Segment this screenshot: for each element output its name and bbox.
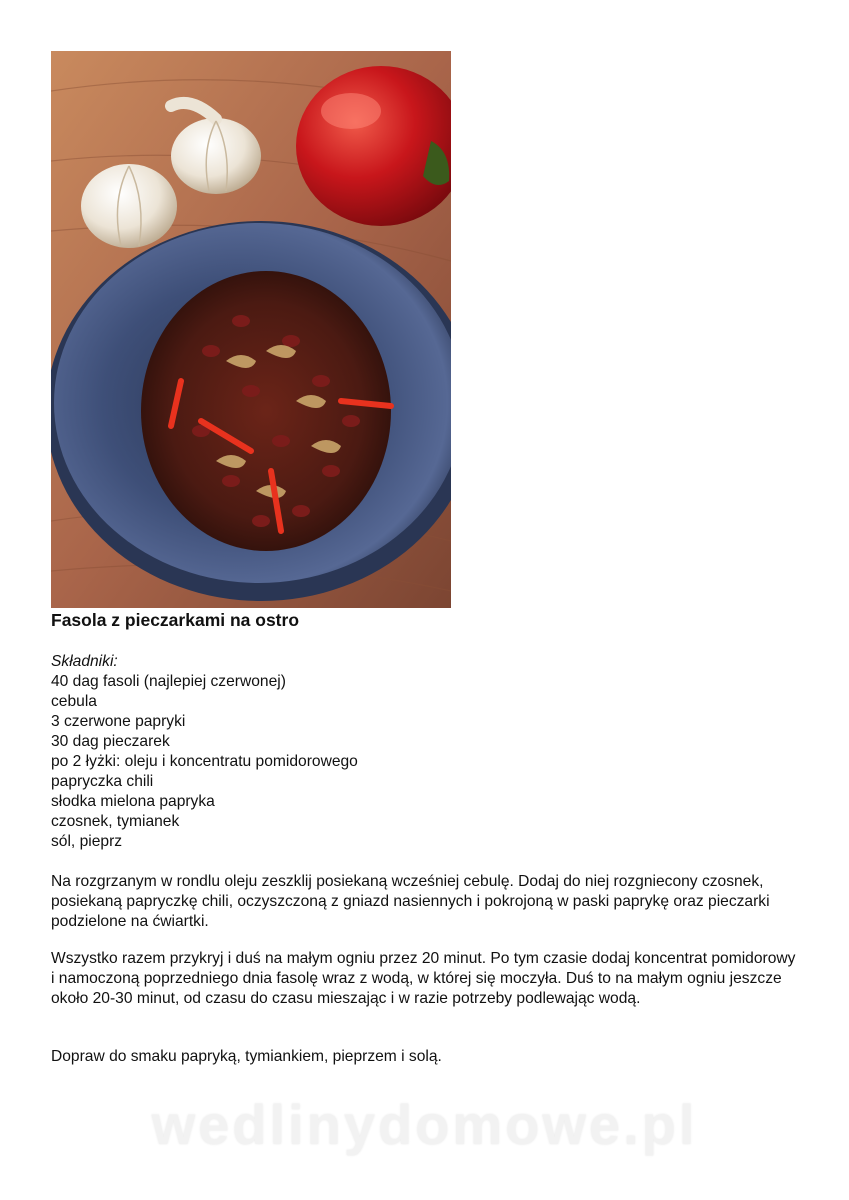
site-watermark: wedlinydomowe.pl <box>151 1093 698 1156</box>
dish-photo <box>51 51 451 608</box>
ingredient-item: po 2 łyżki: oleju i koncentratu pomidorowego <box>51 753 358 770</box>
ingredients-list <box>51 652 358 852</box>
ingredient-item: 40 dag fasoli (najlepiej czerwonej) <box>51 673 286 690</box>
step-paragraph-3: Dopraw do smaku papryką, tymiankiem, pieprzem i solą. <box>51 1048 442 1065</box>
step-paragraph-1: Na rozgrzanym w rondlu oleju zeszklij posiekaną wcześniej cebulę. Dodaj do niej rozgniecony czosnek, posiekaną papryczkę chili, oczyszczoną z gniazd nasiennych i pokrojoną w paski paprykę oraz pieczarki podzielone na ćwiartki. <box>51 873 770 930</box>
ingredient-item: papryczka chili <box>51 773 154 790</box>
ingredient-item: 30 dag pieczarek <box>51 733 170 750</box>
recipe-title: Fasola z pieczarkami na ostro <box>51 610 300 630</box>
ingredient-item: słodka mielona papryka <box>51 793 215 810</box>
ingredient-item: czosnek, tymianek <box>51 813 180 830</box>
ingredients-label: Składniki: <box>51 653 118 670</box>
ingredient-item: sól, pieprz <box>51 833 123 850</box>
step-paragraph-2: Wszystko razem przykryj i duś na małym ogniu przez 20 minut. Po tym czasie dodaj koncentrat pomidorowy i namoczoną poprzedniego dnia fasolę wraz z wodą, w której się moczyła. Duś to na małym ogniu jeszcze około 20-30 minut, od czasu do czasu mieszając i w razie potrzeby podlewając wodą. <box>51 950 796 1007</box>
ingredient-item: cebula <box>51 693 97 710</box>
ingredient-item: 3 czerwone papryki <box>51 713 186 730</box>
